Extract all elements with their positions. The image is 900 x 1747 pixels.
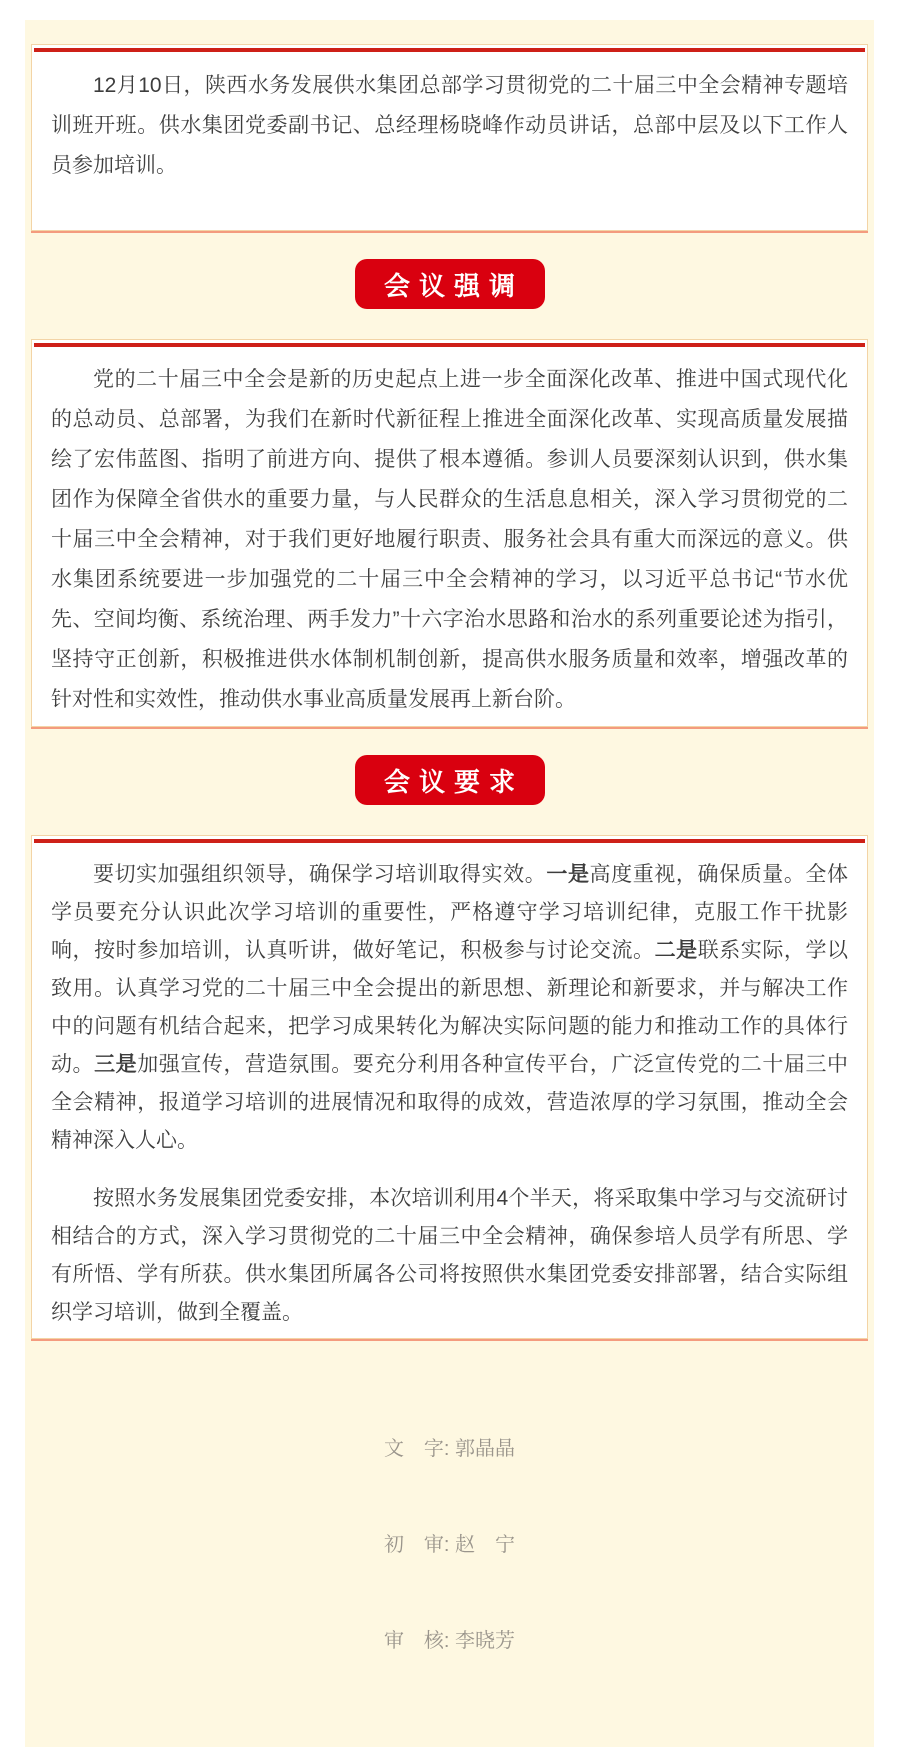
point-one-label: 一是 [546,863,590,886]
intro-section-body [34,52,865,230]
credit-line-first-review: 初 审: 赵 宁 [383,1534,516,1556]
meeting-emphasis-badge [355,259,545,309]
emphasis-paragraph: 党的二十届三中全会是新的历史起点上进一步全面深化改革、推进中国式现代化的总动员、总部署，为我们在新时代新征程上推进全面深化改革、实现高质量发展描绘了宏伟蓝图、指明了前进方向、提供了根本遵循。参训人员要深刻认识到，供水集团作为保障全省供水的重要力量，与人民群众的生活息息相关，深入学习贯彻党的二十届三中全会精神，对于我们更好地履行职责、服务社会具有重大而深远的意义。供水集团系统要进一步加强党的二十届三中全会精神的学习，以习近平总书记“节水优先、空间均衡、系统治理、两手发力”十六字治水思路和治水的系列重要论述为指引，坚持守正创新，积极推进供水体制机制创新，提高供水服务质量和效率，增强改革的针对性和实效性，推动供水事业高质量发展再上新台阶。 [51,368,848,711]
requirements-section [31,835,868,1339]
requirements-text-lead: 要切实加强组织领导，确保学习培训取得实效。 [93,863,547,886]
point-two-label: 二是 [654,939,698,962]
meeting-requirements-badge [355,755,545,805]
meeting-emphasis-badge-label: 会议强调 [383,270,524,301]
emphasis-section-body [34,347,865,726]
intro-section [31,44,868,231]
point-three-label: 三是 [94,1053,138,1076]
requirements-section-body [34,843,865,1338]
article-panel [25,20,874,1747]
credit-line-final-review: 审 核: 李晓芳 [383,1630,516,1652]
requirements-paragraph-1 [51,856,848,1160]
intro-paragraph: 12月10日，陕西水务发展供水集团总部学习贯彻党的二十届三中全会精神专题培训班开班。供水集团党委副书记、总经理杨晓峰作动员讲话，总部中层及以下工作人员参加培训。 [51,74,848,177]
credit-line-writer: 文 字: 郭晶晶 [383,1438,516,1460]
requirements-text-point-one: 高度重视，确保质量。全体学员要充分认识此次学习培训的重要性，严格遵守学习培训纪律，克服工作干扰影响，按时参加培训，认真听讲，做好笔记，积极参与讨论交流。 [51,863,849,962]
requirements-text-point-two: 联系实际，学以致用。认真学习党的二十届三中全会提出的新思想、新理论和新要求，并与解决工作中的问题有机结合起来，把学习成果转化为解决实际问题的能力和推动工作的具体行动。 [51,939,849,1076]
requirements-paragraph-2: 按照水务发展集团党委安排，本次培训利用4个半天，将采取集中学习与交流研讨相结合的方式，深入学习贯彻党的二十届三中全会精神，确保参培人员学有所思、学有所悟、学有所获。供水集团所属各公司将按照供水集团党委安排部署，结合实际组织学习培训，做到全覆盖。 [51,1187,848,1324]
emphasis-section [31,339,868,727]
credits-block [384,1369,515,1721]
requirements-text-point-three: 加强宣传，营造氛围。要充分利用各种宣传平台，广泛宣传党的二十届三中全会精神，报道学习培训的进展情况和取得的成效，营造浓厚的学习氛围，推动全会精神深入人心。 [51,1053,849,1152]
meeting-requirements-badge-label: 会议要求 [383,766,524,797]
